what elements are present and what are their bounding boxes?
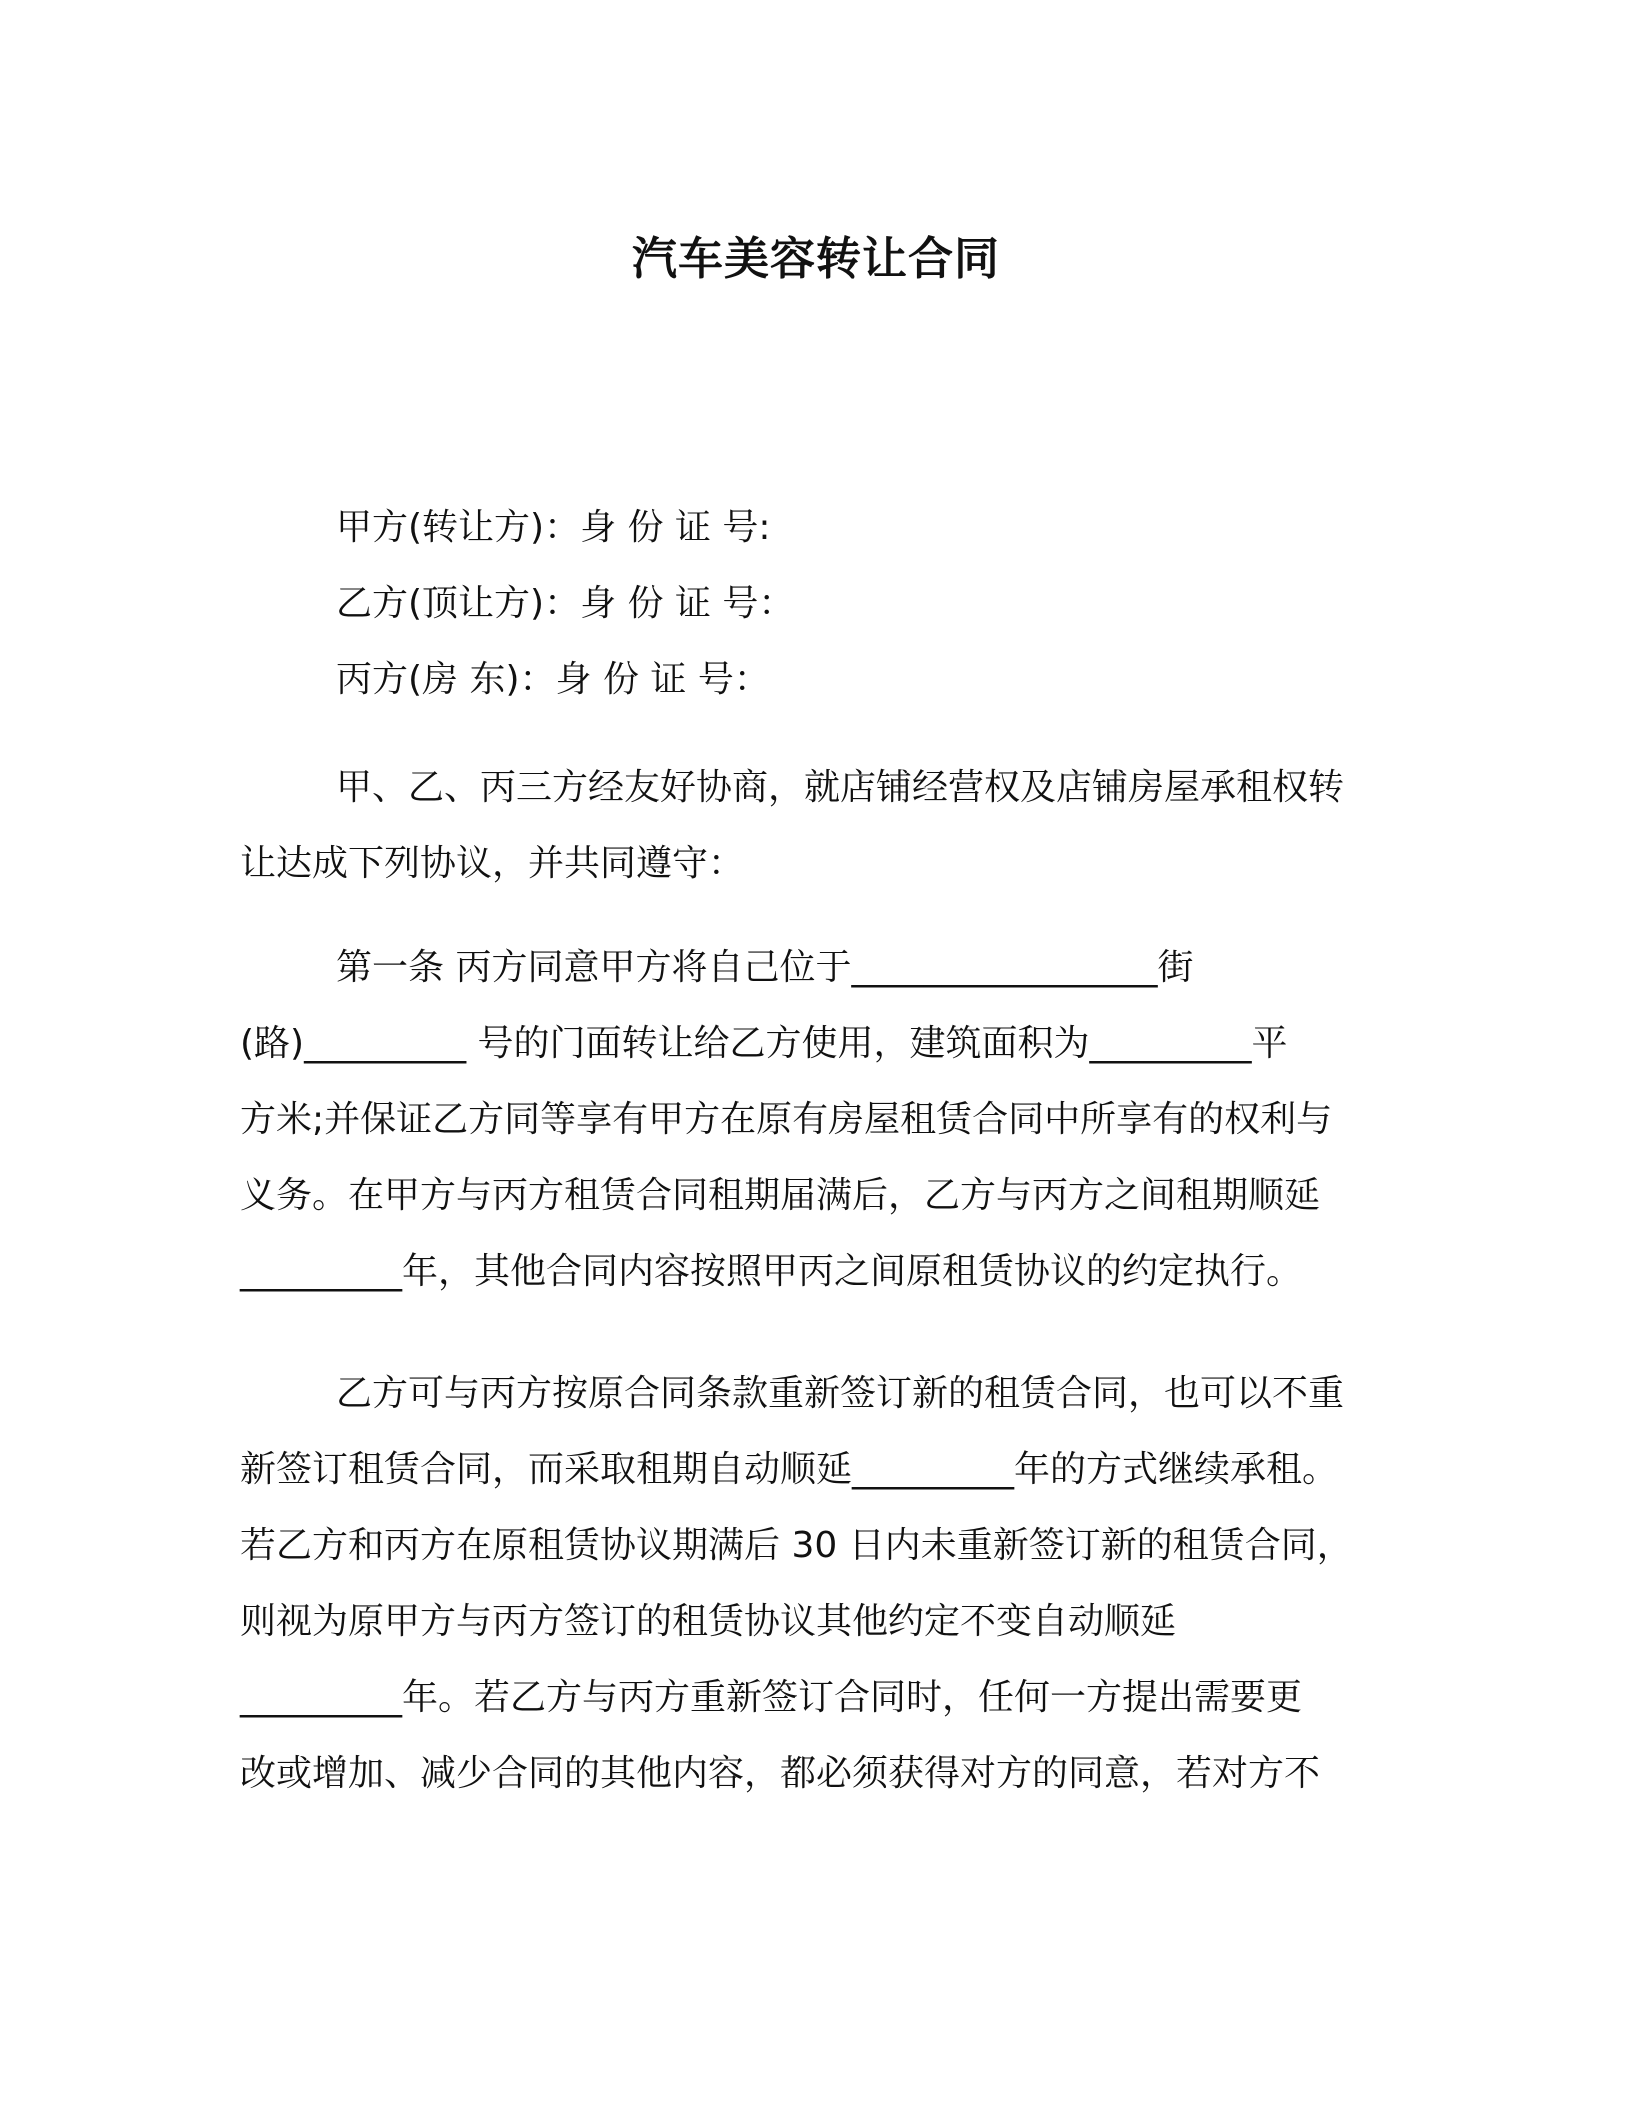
paragraph-2-line-4: 则视为原甲方与丙方签订的租赁协议其他约定不变自动顺延 (240, 1601, 1177, 1642)
article-1-line-3: 方米;并保证乙方同等享有甲方在原有房屋租赁合同中所享有的权利与 (240, 1099, 1333, 1140)
party-b-line: 乙方(顶让方)：身 份 证 号： (336, 583, 795, 624)
party-a-line: 甲方(转让方)：身 份 证 号: (336, 507, 771, 548)
paragraph-2-line-3: 若乙方和丙方在原租赁协议期满后 30 日内未重新签订新的租赁合同， (240, 1525, 1353, 1566)
intro-line-2: 让达成下列协议，并共同遵守： (240, 843, 745, 884)
paragraph-2-line-6: 改或增加、减少合同的其他内容，都必须获得对方的同意，若对方不 (240, 1753, 1321, 1794)
paragraph-2-line-2: 新签订租赁合同，而采取租期自动顺延_________年的方式继续承租。 (240, 1449, 1339, 1490)
document-title: 汽车美容转让合同 (631, 232, 1000, 285)
party-c-line: 丙方(房 东)：身 份 证 号： (336, 659, 770, 700)
article-1-line-5: _________年，其他合同内容按照甲丙之间原租赁协议的约定执行。 (240, 1251, 1303, 1292)
document-body (240, 490, 1386, 1812)
intro-line-1: 甲、乙、丙三方经友好协商，就店铺经营权及店铺房屋承租权转 (336, 767, 1345, 808)
paragraph-2-line-1: 乙方可与丙方按原合同条款重新签订新的租赁合同，也可以不重 (336, 1373, 1345, 1414)
paragraph-2-line-5: _________年。若乙方与丙方重新签订合同时，任何一方提出需要更 (240, 1677, 1303, 1718)
article-1-line-4: 义务。在甲方与丙方租赁合同租期届满后，乙方与丙方之间租期顺延 (240, 1175, 1321, 1216)
article-1-line-1: 第一条 丙方同意甲方将自己位于_________________街 (336, 947, 1194, 988)
article-1-line-2: (路)_________ 号的门面转让给乙方使用，建筑面积为_________平 (240, 1023, 1288, 1064)
